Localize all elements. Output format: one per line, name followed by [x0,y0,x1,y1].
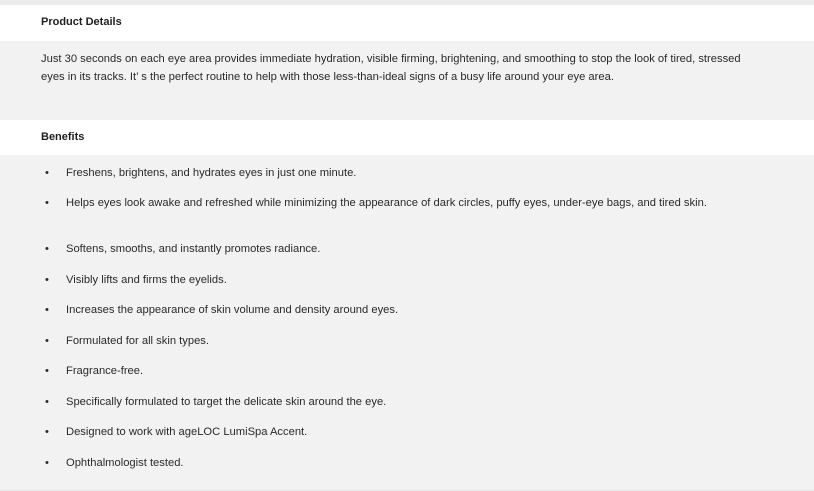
benefit-text: Increases the appearance of skin volume and density around eyes. [66,304,399,316]
bullet-icon: • [45,167,49,179]
bullet-icon: • [45,457,49,469]
bullet-icon: • [45,426,49,438]
benefit-text: Designed to work with ageLOC LumiSpa Accent. [66,426,308,438]
benefit-text: Formulated for all skin types. [66,335,210,347]
benefit-text: Softens, smooths, and instantly promotes radiance. [66,243,321,255]
benefit-text: Visibly lifts and firms the eyelids. [66,274,227,286]
bullet-icon: • [45,197,49,209]
bullet-icon: • [45,335,49,347]
benefit-text: Fragrance-free. [66,365,144,377]
benefits-heading: Benefits [0,120,814,155]
product-details-description: Just 30 seconds on each eye area provides immediate hydration, visible firming, brightening, and smoothing to stop the look of tired, stressed eyes in its tracks. It’ s the perfect routine to help with those less-than-ideal signs of a busy life around your eye area. [0,41,814,120]
benefit-text: Specifically formulated to target the delicate skin around the eye. [66,396,387,408]
product-details-heading: Product Details [0,5,814,41]
bullet-icon: • [45,396,49,408]
benefit-text: Freshens, brightens, and hydrates eyes in just one minute. [66,167,357,179]
bullet-icon: • [45,304,49,316]
bullet-icon: • [45,243,49,255]
bullet-icon: • [45,274,49,286]
bullet-icon: • [45,365,49,377]
benefit-text: Helps eyes look awake and refreshed while minimizing the appearance of dark circles, puffy eyes, under-eye bags, and tired skin. [66,197,707,209]
benefit-text: Ophthalmologist tested. [66,457,184,469]
benefits-section [0,155,814,491]
